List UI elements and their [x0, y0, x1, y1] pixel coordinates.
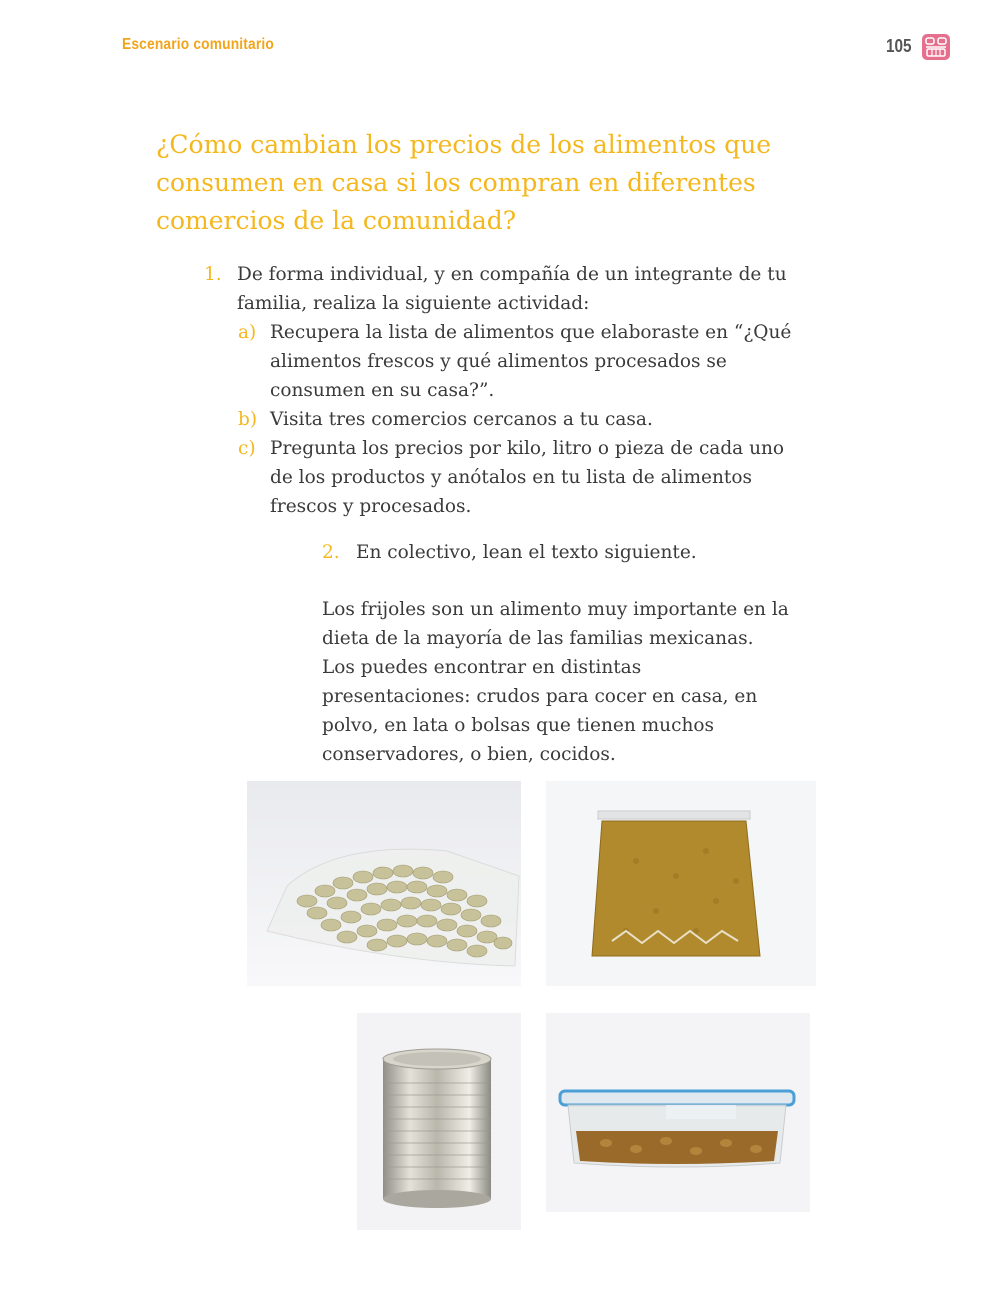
sub-item-c-text: Pregunta los precios por kilo, litro o pieza de cada uno de los productos y anótalos en tu lista de alimentos frescos y procesados.: [270, 438, 785, 517]
bean-powder-bag-photo: [546, 781, 816, 986]
sub-item-c-letter: c): [238, 438, 256, 459]
question-heading: ¿Cómo cambian los precios de los alimentos que consumen en casa si los compran en diferentes comercios de la comunidad?: [156, 130, 772, 235]
page-number: 105: [886, 36, 912, 56]
item-2-number: 2.: [322, 542, 340, 563]
sub-item-a-text: Recupera la lista de alimentos que elaboraste en “¿Qué alimentos frescos y qué alimentos procesados se consumen en su casa?”.: [270, 322, 792, 401]
item-2-text: En colectivo, lean el texto siguiente.: [356, 542, 697, 563]
tin-can-photo: [357, 1013, 521, 1230]
sub-item-a-letter: a): [238, 322, 257, 343]
sub-item-b-text: Visita tres comercios cercanos a tu casa.: [270, 409, 653, 430]
item-1-text: De forma individual, y en compañía de un integrante de tu familia, realiza la siguiente actividad:: [237, 264, 787, 314]
item-1-number: 1.: [204, 264, 222, 285]
sub-item-b-letter: b): [238, 409, 258, 430]
glyph-icon: [922, 34, 950, 60]
beans-passage: Los frijoles son un alimento muy importante en la dieta de la mayoría de las familias mexicanas. Los puedes encontrar en distintas presentaciones: crudos para cocer en casa, en polvo, en lata o bolsas que tienen muchos conservadores, o bien, cocidos.: [322, 599, 789, 765]
section-title: Escenario comunitario: [122, 36, 274, 53]
cooked-beans-container-photo: [546, 1013, 810, 1212]
raw-beans-bag-photo: [247, 781, 521, 986]
